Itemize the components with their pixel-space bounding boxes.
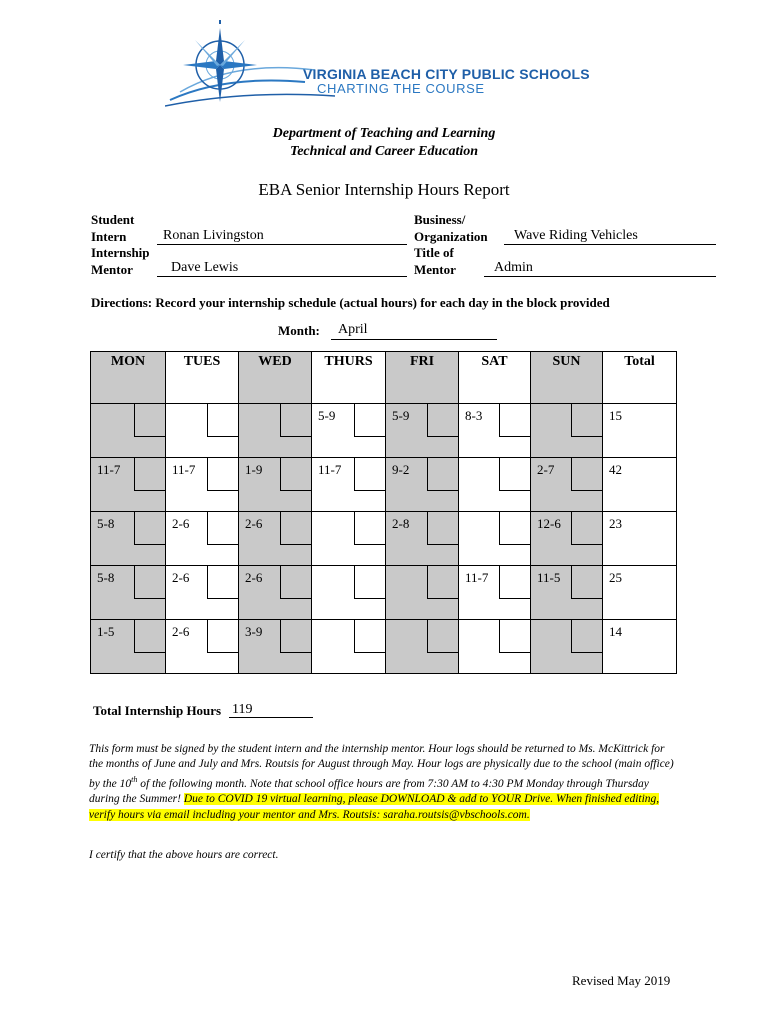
day-hours-cell[interactable] xyxy=(166,566,239,620)
date-box[interactable] xyxy=(571,458,602,491)
total-hours-label: Total Internship Hours xyxy=(93,703,222,718)
school-logo xyxy=(165,20,605,110)
day-hours-cell[interactable] xyxy=(531,566,603,620)
day-hours-cell[interactable] xyxy=(239,404,312,458)
week-total-value: 14 xyxy=(609,624,622,639)
date-box[interactable] xyxy=(207,404,238,437)
column-header-thurs: THURS xyxy=(312,352,386,404)
date-box[interactable] xyxy=(280,458,311,491)
business-label-2: Organization xyxy=(414,229,488,244)
day-hours-cell[interactable] xyxy=(531,458,603,512)
day-hours-cell[interactable] xyxy=(386,404,459,458)
date-box[interactable] xyxy=(207,458,238,491)
date-box[interactable] xyxy=(134,566,165,599)
week-total-value: 23 xyxy=(609,516,622,531)
day-hours-value: 1-5 xyxy=(97,624,115,639)
instructions-superscript: th xyxy=(131,775,138,785)
hours-schedule-table xyxy=(90,351,677,674)
date-box[interactable] xyxy=(134,404,165,437)
day-hours-value: 2-6 xyxy=(245,516,263,531)
revised-date: Revised May 2019 xyxy=(572,973,671,988)
mentor-title-field[interactable]: Admin xyxy=(494,260,533,275)
day-hours-cell[interactable] xyxy=(91,404,166,458)
week-total-cell[interactable] xyxy=(603,458,677,512)
day-hours-value: 5-8 xyxy=(97,570,115,585)
day-hours-value: 2-6 xyxy=(172,624,190,639)
day-hours-cell[interactable] xyxy=(239,458,312,512)
date-box[interactable] xyxy=(280,404,311,437)
day-hours-value: 11-7 xyxy=(97,462,121,477)
title-label-1: Title of xyxy=(414,245,454,260)
month-field[interactable]: April xyxy=(338,322,368,337)
date-box[interactable] xyxy=(571,404,602,437)
day-hours-cell[interactable] xyxy=(166,512,239,566)
student-label-2: Intern xyxy=(91,229,127,244)
day-hours-cell[interactable] xyxy=(459,620,531,674)
date-box[interactable] xyxy=(427,458,458,491)
day-hours-cell[interactable] xyxy=(459,404,531,458)
mentor-name-field[interactable]: Dave Lewis xyxy=(171,260,239,275)
date-box[interactable] xyxy=(354,404,385,437)
day-hours-cell[interactable] xyxy=(459,512,531,566)
day-hours-cell[interactable] xyxy=(91,620,166,674)
day-hours-value: 11-7 xyxy=(465,570,489,585)
instructions-part-2: of the following month. Note that school office hours are from 7:30 AM to 4:30 PM Monday through Thursday during the Summer! xyxy=(89,778,649,806)
day-hours-value: 11-7 xyxy=(318,462,342,477)
day-hours-value: 5-9 xyxy=(318,408,336,423)
date-box[interactable] xyxy=(354,566,385,599)
date-box[interactable] xyxy=(354,458,385,491)
date-box[interactable] xyxy=(134,458,165,491)
week-total-value: 15 xyxy=(609,408,622,423)
day-hours-cell[interactable] xyxy=(312,566,386,620)
week-total-cell[interactable] xyxy=(603,566,677,620)
column-header-tues: TUES xyxy=(166,352,239,404)
compass-rose-icon xyxy=(165,20,605,110)
column-header-sun: SUN xyxy=(531,352,603,404)
date-box[interactable] xyxy=(354,512,385,545)
day-hours-value: 3-9 xyxy=(245,624,263,639)
column-header-sat: SAT xyxy=(459,352,531,404)
day-hours-cell[interactable] xyxy=(239,512,312,566)
instructions-paragraph xyxy=(89,742,679,823)
month-label: Month: xyxy=(278,323,320,338)
certify-statement: I certify that the above hours are correct. xyxy=(89,849,279,861)
date-box[interactable] xyxy=(427,566,458,599)
date-box[interactable] xyxy=(134,620,165,653)
covid-highlight-text: Due to COVID 19 virtual learning, please DOWNLOAD & add to YOUR Drive. When finished editing, verify hours via email including your mentor and Mrs. Routsis: saraha.routsis@vbschools.com. xyxy=(89,793,660,821)
instructions-part-1: This form must be signed by the student intern and the internship mentor. Hour logs should be returned to Ms. McKittrick for the months of June and July and Mrs. Routsis for August through May. Hour logs are physically due to the school (main office) by the 10 xyxy=(89,743,674,791)
week-total-value: 25 xyxy=(609,570,622,585)
week-total-cell[interactable] xyxy=(603,512,677,566)
table-row xyxy=(91,458,677,512)
day-hours-cell[interactable] xyxy=(386,566,459,620)
logo-title: VIRGINIA BEACH CITY PUBLIC SCHOOLS xyxy=(303,66,590,82)
day-hours-value: 8-3 xyxy=(465,408,483,423)
date-box[interactable] xyxy=(499,566,530,599)
date-box[interactable] xyxy=(280,566,311,599)
logo-subtitle: CHARTING THE COURSE xyxy=(317,81,485,96)
day-hours-cell[interactable] xyxy=(239,566,312,620)
department-line-1: Department of Teaching and Learning xyxy=(272,126,496,141)
day-hours-value: 2-6 xyxy=(172,570,190,585)
business-name-underline xyxy=(504,244,716,245)
day-hours-cell[interactable] xyxy=(166,458,239,512)
date-box[interactable] xyxy=(354,620,385,653)
date-box[interactable] xyxy=(499,458,530,491)
day-hours-value: 5-8 xyxy=(97,516,115,531)
column-header-fri: FRI xyxy=(386,352,459,404)
table-row xyxy=(91,620,677,674)
day-hours-cell[interactable] xyxy=(386,620,459,674)
date-box[interactable] xyxy=(499,512,530,545)
department-line-2: Technical and Career Education xyxy=(289,144,479,159)
directions-text: Directions: Record your internship schedule (actual hours) for each day in the block provided xyxy=(91,295,610,310)
date-box[interactable] xyxy=(571,512,602,545)
month-underline xyxy=(331,339,497,340)
table-header-row xyxy=(91,352,677,404)
total-hours-field[interactable]: 119 xyxy=(232,702,253,717)
day-hours-cell[interactable] xyxy=(531,512,603,566)
day-hours-value: 12-6 xyxy=(537,516,561,531)
title-label-2: Mentor xyxy=(414,262,456,277)
week-total-cell[interactable] xyxy=(603,404,677,458)
table-row xyxy=(91,404,677,458)
week-total-value: 42 xyxy=(609,462,622,477)
day-hours-cell[interactable] xyxy=(386,512,459,566)
student-name-underline xyxy=(157,244,407,245)
mentor-label-2: Mentor xyxy=(91,262,133,277)
column-header-wed: WED xyxy=(239,352,312,404)
day-hours-cell[interactable] xyxy=(91,458,166,512)
date-box[interactable] xyxy=(571,566,602,599)
mentor-title-underline xyxy=(484,276,716,277)
student-name-field[interactable]: Ronan Livingston xyxy=(163,228,264,243)
mentor-label-1: Internship xyxy=(91,245,150,260)
column-header-total: Total xyxy=(603,352,677,404)
date-box[interactable] xyxy=(207,512,238,545)
day-hours-cell[interactable] xyxy=(459,566,531,620)
day-hours-value: 2-6 xyxy=(245,570,263,585)
day-hours-cell[interactable] xyxy=(312,404,386,458)
day-hours-value: 1-9 xyxy=(245,462,263,477)
day-hours-cell[interactable] xyxy=(459,458,531,512)
date-box[interactable] xyxy=(280,512,311,545)
total-hours-underline xyxy=(229,717,313,718)
week-total-cell[interactable] xyxy=(603,620,677,674)
day-hours-value: 2-7 xyxy=(537,462,555,477)
day-hours-cell[interactable] xyxy=(312,620,386,674)
date-box[interactable] xyxy=(427,404,458,437)
date-box[interactable] xyxy=(427,512,458,545)
day-hours-value: 2-8 xyxy=(392,516,410,531)
day-hours-cell[interactable] xyxy=(386,458,459,512)
business-label-1: Business/ xyxy=(414,212,466,227)
day-hours-value: 11-7 xyxy=(172,462,196,477)
date-box[interactable] xyxy=(571,620,602,653)
day-hours-cell[interactable] xyxy=(91,512,166,566)
day-hours-value: 5-9 xyxy=(392,408,410,423)
mentor-name-underline xyxy=(157,276,407,277)
date-box[interactable] xyxy=(207,620,238,653)
table-row xyxy=(91,512,677,566)
date-box[interactable] xyxy=(427,620,458,653)
student-label-1: Student xyxy=(91,212,135,227)
day-hours-cell[interactable] xyxy=(531,620,603,674)
day-hours-cell[interactable] xyxy=(239,620,312,674)
day-hours-value: 11-5 xyxy=(537,570,561,585)
column-header-mon: MON xyxy=(91,352,166,404)
date-box[interactable] xyxy=(499,404,530,437)
date-box[interactable] xyxy=(280,620,311,653)
day-hours-cell[interactable] xyxy=(166,620,239,674)
date-box[interactable] xyxy=(134,512,165,545)
table-row xyxy=(91,566,677,620)
date-box[interactable] xyxy=(207,566,238,599)
day-hours-cell[interactable] xyxy=(312,458,386,512)
day-hours-value: 2-6 xyxy=(172,516,190,531)
day-hours-cell[interactable] xyxy=(91,566,166,620)
date-box[interactable] xyxy=(499,620,530,653)
day-hours-cell[interactable] xyxy=(312,512,386,566)
day-hours-cell[interactable] xyxy=(166,404,239,458)
business-name-field[interactable]: Wave Riding Vehicles xyxy=(514,228,638,243)
report-title: EBA Senior Internship Hours Report xyxy=(258,180,510,199)
day-hours-cell[interactable] xyxy=(531,404,603,458)
day-hours-value: 9-2 xyxy=(392,462,410,477)
